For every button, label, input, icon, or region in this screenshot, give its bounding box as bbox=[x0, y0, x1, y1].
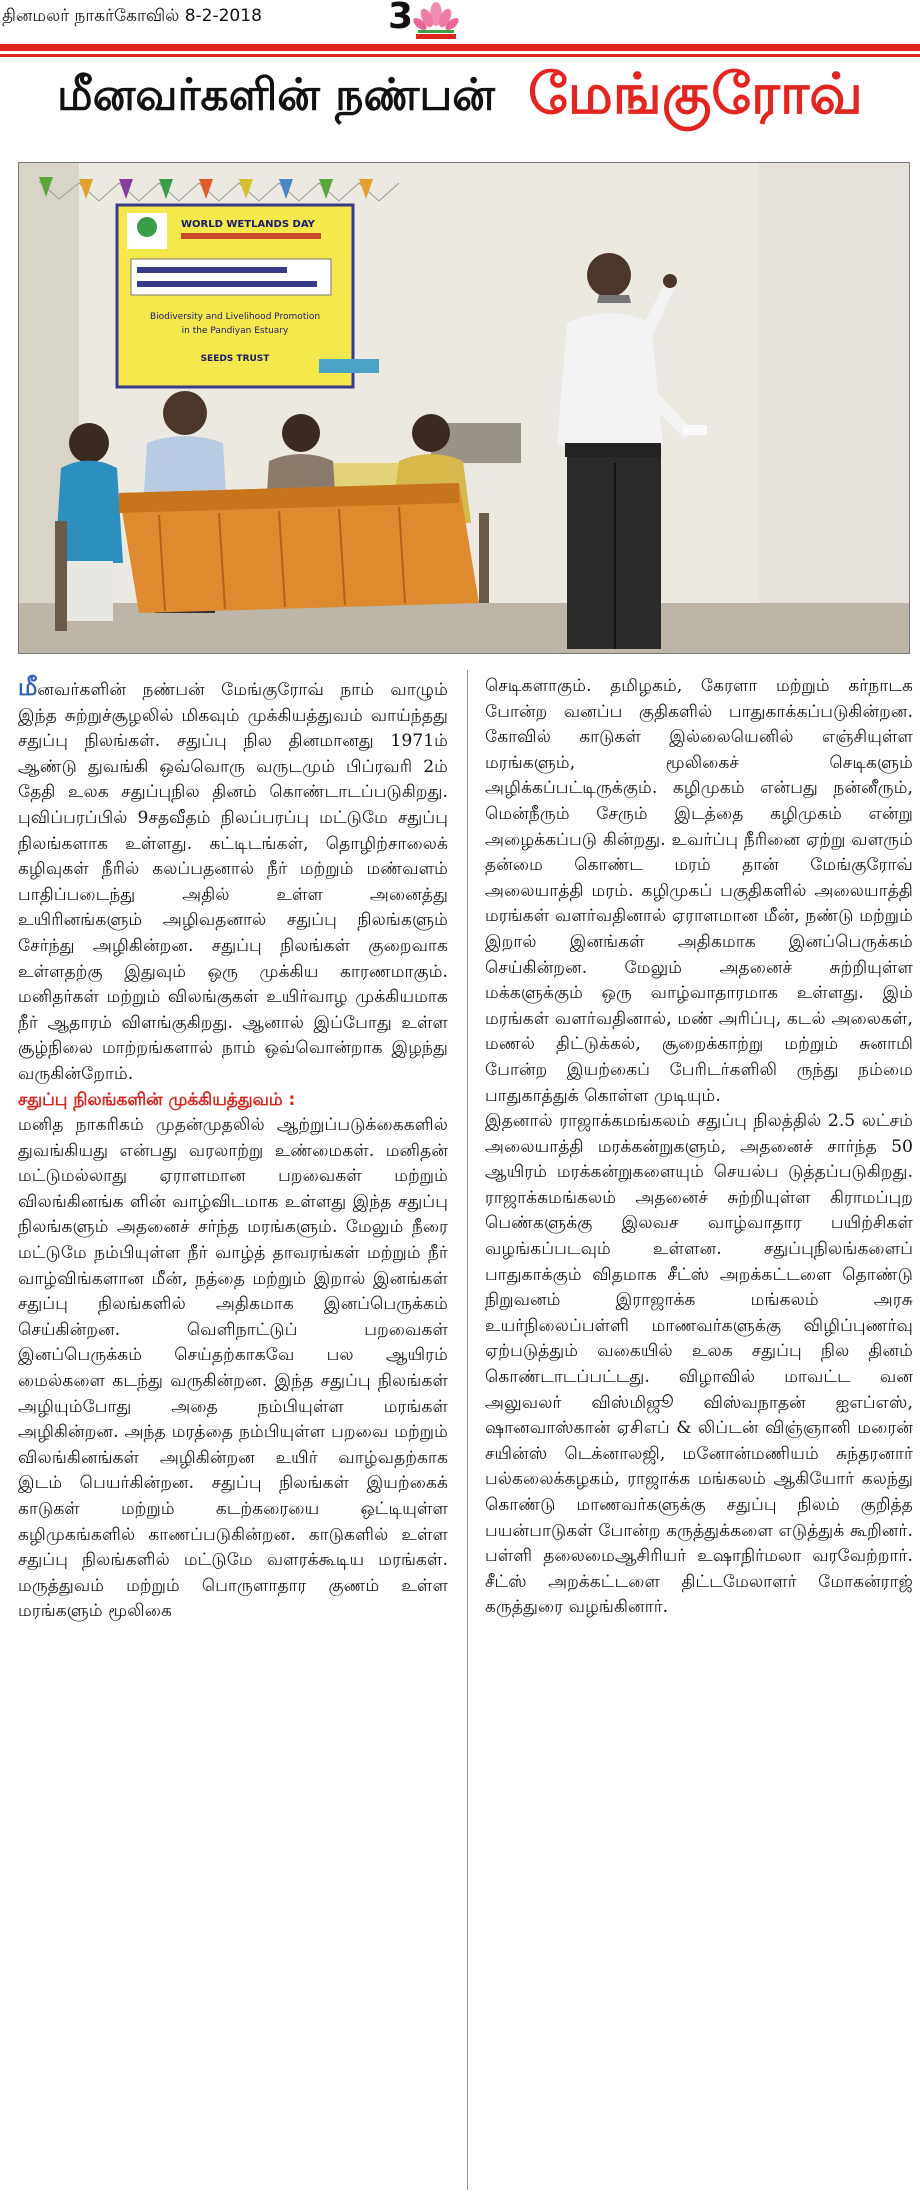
article-column-1 bbox=[18, 674, 448, 1625]
lotus-logo-icon bbox=[412, 0, 460, 40]
paragraph-text: னவர்களின் நண்பன் மேங்குரோவ் நாம் வாழும் இந்த சுற்றுச்சூழலில் மிகவும் முக்கியத்துவம் வாய்ந்தது சதுப்பு நிலங்கள். சதுப்பு நில தினமானது 1971ம் ஆண்டு துவங்கி ஒவ்வொரு வருடமும் பிப்ரவரி 2ம் தேதி உலக சதுப்புநில தினம் கொண்டாடப்படுகிறது. புவிப்பரப்பில் 9சதவீதம் நிலப்பரப்பு மட்டுமே சதுப்பு நிலங்களாக உள்ளது. கட்டிடங்கள், தொழிற்சாலைக் கழிவுகள் நீரில் கலப்பதனால் நீர் மற்றும் மண்வளம் பாதிப்படைந்து அதில் உள்ள அனைத்து உயிரினங்களும் அழிவதனால் சதுப்பு நிலங்களும் சேர்ந்து அழிகின்றன. சதுப்பு நிலங்கள் குறைவாக உள்ளதற்கு இதுவும் ஒரு முக்கிய காரணமாகும். மனிதர்கள் மற்றும் விலங்குகள் உயிர்வாழ முக்கியமாக நீர் ஆதாரம் விளங்குகிறது. ஆனால் இப்போது உள்ள சூழ்நிலை மாற்றங்களால் நாம் ஒவ்வொன்றாக இழந்து வருகின்றோம். bbox=[18, 680, 448, 1084]
column-divider bbox=[467, 670, 468, 2190]
event-photo bbox=[18, 162, 910, 654]
paper-dateline: தினமலர் நாகர்கோவில் 8-2-2018 bbox=[2, 6, 262, 26]
article-paragraph: மனித நாகரிகம் முதன்முதலில் ஆற்றுப்படுக்கைகளில் துவங்கியது என்பது வரலாற்று உண்மைகள். மனிதன் மட்டுமல்லாது ஏராளமான பறவைகள் மற்றும் விலங்கினங்க ளின் வாழ்விடமாக உள்ளது இந்த சதுப்பு நிலங்களும் அதனைச் சர்ந்த மரங்களும். மேலும் நீரை மட்டுமே நம்பியுள்ள நீர் வாழ்த் தாவரங்கள் மற்றும் நீர் வாழ்விங்களான மீன், நத்தை மற்றும் இறால் இனங்கள் சதுப்பு நிலங்களில் அதிகமாக இனப்பெருக்கம் செய்கின்றன. வெளிநாட்டுப் பறவைகள் இனப்பெருக்கம் செய்தற்காகவே பல ஆயிரம் மைல்களை கடந்து வருகின்றன. இந்த சதுப்பு நிலங்கள் அழியும்போது அதை நம்பியுள்ள மரங்கள் அழிகின்றன. அந்த மரத்தை நம்பியுள்ள பறவை மற்றும் விலங்கினங்கள் அழிகின்றன உயிர் வாழ்வதற்காக இடம் பெயர்கின்றன. சதுப்பு நிலங்கள் இயற்கைக் காடுகள் மற்றும் கடற்கரையை ஒட்டியுள்ள கழிமுகங்களில் காணப்படுகின்றன. காடுகளில் உள்ள சதுப்பு நிலங்களில் மட்டுமே வளரக்கூடிய மரங்கள். மருத்துவம் மற்றும் பொருளாதார குணம் உள்ள மரங்களும் மூலிகை bbox=[18, 1115, 448, 1622]
section-subheading: சதுப்பு நிலங்களின் முக்கியத்துவம் : bbox=[18, 1089, 296, 1110]
article-paragraph: இதனால் ராஜாக்கமங்கலம் சதுப்பு நிலத்தில் 2.5 லட்சம் அலையாத்தி மரக்கன்றுகளும், அதனைச் சார்ந்த 50 ஆயிரம் மரக்கன்றுகளையும் செயல்ப டுத்தப்படுகிறது. ராஜாக்கமங்கலம் அதனைச் சுற்றியுள்ள கிராமப்புற பெண்களுக்கு இலவச வாழ்வாதார பயிற்சிகள் வழங்கப்படவும் உள்ளன. சதுப்புநிலங்களைப் பாதுகாக்கும் விதமாக சீட்ஸ் அறக்கட்டளை தொண்டு நிறுவனம் இராஜாக்க மங்கலம் அரசு உயர்நிலைப்பள்ளி மாணவர்களுக்கு விழிப்புணர்வு ஏற்படுத்தும் வகையில் உலக சதுப்பு நில தினம் கொண்டாடப்பட்டது. விழாவில் மாவட்ட வன அலுவலர் விஸ்மிஜூ விஸ்வநாதன் ஐஎப்எஸ், ஷானவாஸ்கான் ஏசிஎப் & லிப்டன் விஞ்ஞானி மரைன் சயின்ஸ் டெக்னாலஜி, மனோன்மணியம் சுந்தரனார் பல்கலைக்கழகம், ராஜாக்க மங்கலம் ஆகியோர் கலந்து கொண்டு மாணவர்களுக்கு சதுப்பு நிலம் குறித்த பயன்பாடுகள் போன்ற கருத்துக்களை எடுத்துக் கூறினர். பள்ளி தலைமைஆசிரியர் உஷாநிர்மலா வரவேற்றார். சீட்ஸ் அறக்கட்டளை திட்டமேலாளர் மோகன்ராஜ் கருத்துரை வழங்கினார். bbox=[485, 1111, 913, 1618]
masthead-rule-thin bbox=[0, 54, 920, 57]
headline-part2: மேங்குரோவ் bbox=[527, 62, 863, 127]
headline bbox=[0, 62, 920, 148]
article-paragraph: செடிகளாகும். தமிழகம், கேரளா மற்றும் கர்நாடக போன்ற வனப்ப குதிகளில் பாதுகாக்கப்படுகின்றன. கோவில் காடுகள் இல்லையெனில் எஞ்சியுள்ள மரங்களும், மூலிகைச் செடிகளும் அழிக்கப்பட்டிருக்கும். கழிமுகம் என்பது நன்னீரும், மென்நீரும் சேரும் இடத்தை கழிமுகம் என்று அழைக்கப்படு கின்றது. உவர்ப்பு நீரினை ஏற்று வளரும் தன்மை கொண்ட மரம் தான் மேங்குரோவ் அலையாத்தி மரம். கழிமுகப் பகுதிகளில் அலையாத்தி மரங்கள் வளர்வதினால் ஏராளமான மீன், நண்டு மற்றும் இறால் இனங்கள் அதிகமாக இனப்பெருக்கம் செய்கின்றன. மேலும் அதனைச் சுற்றியுள்ள மக்களுக்கும் ஒரு வாழ்வாதாரமாக உள்ளது. இம் மரங்கள் வளர்வதினால், மண் அரிப்பு, கடல் அலைகள், மணல் திட்டுக்கல், சூறைக்காற்று மற்றும் சுனாமி போன்ற இயற்கைப் பேரிடர்களிலி ருந்து நம்மை பாதுகாத்துக் கொள்ள முடியும். bbox=[485, 676, 913, 1106]
masthead-rule bbox=[0, 44, 920, 51]
article-column-2 bbox=[485, 674, 913, 1621]
headline-part1: மீனவர்களின் நண்பன் bbox=[57, 69, 495, 121]
event-photo-illustration bbox=[19, 163, 909, 653]
page-number: 3 bbox=[388, 0, 414, 37]
article-paragraph bbox=[18, 674, 448, 1088]
banner-line2: Biodiversity and Livelihood Promotion bbox=[149, 312, 321, 322]
banner-org: SEEDS TRUST bbox=[200, 354, 270, 364]
banner-line1: WORLD WETLANDS DAY bbox=[181, 219, 315, 230]
drop-cap: மீ bbox=[18, 672, 38, 701]
banner-line3: in the Pandiyan Estuary bbox=[181, 326, 289, 336]
masthead bbox=[0, 0, 920, 42]
